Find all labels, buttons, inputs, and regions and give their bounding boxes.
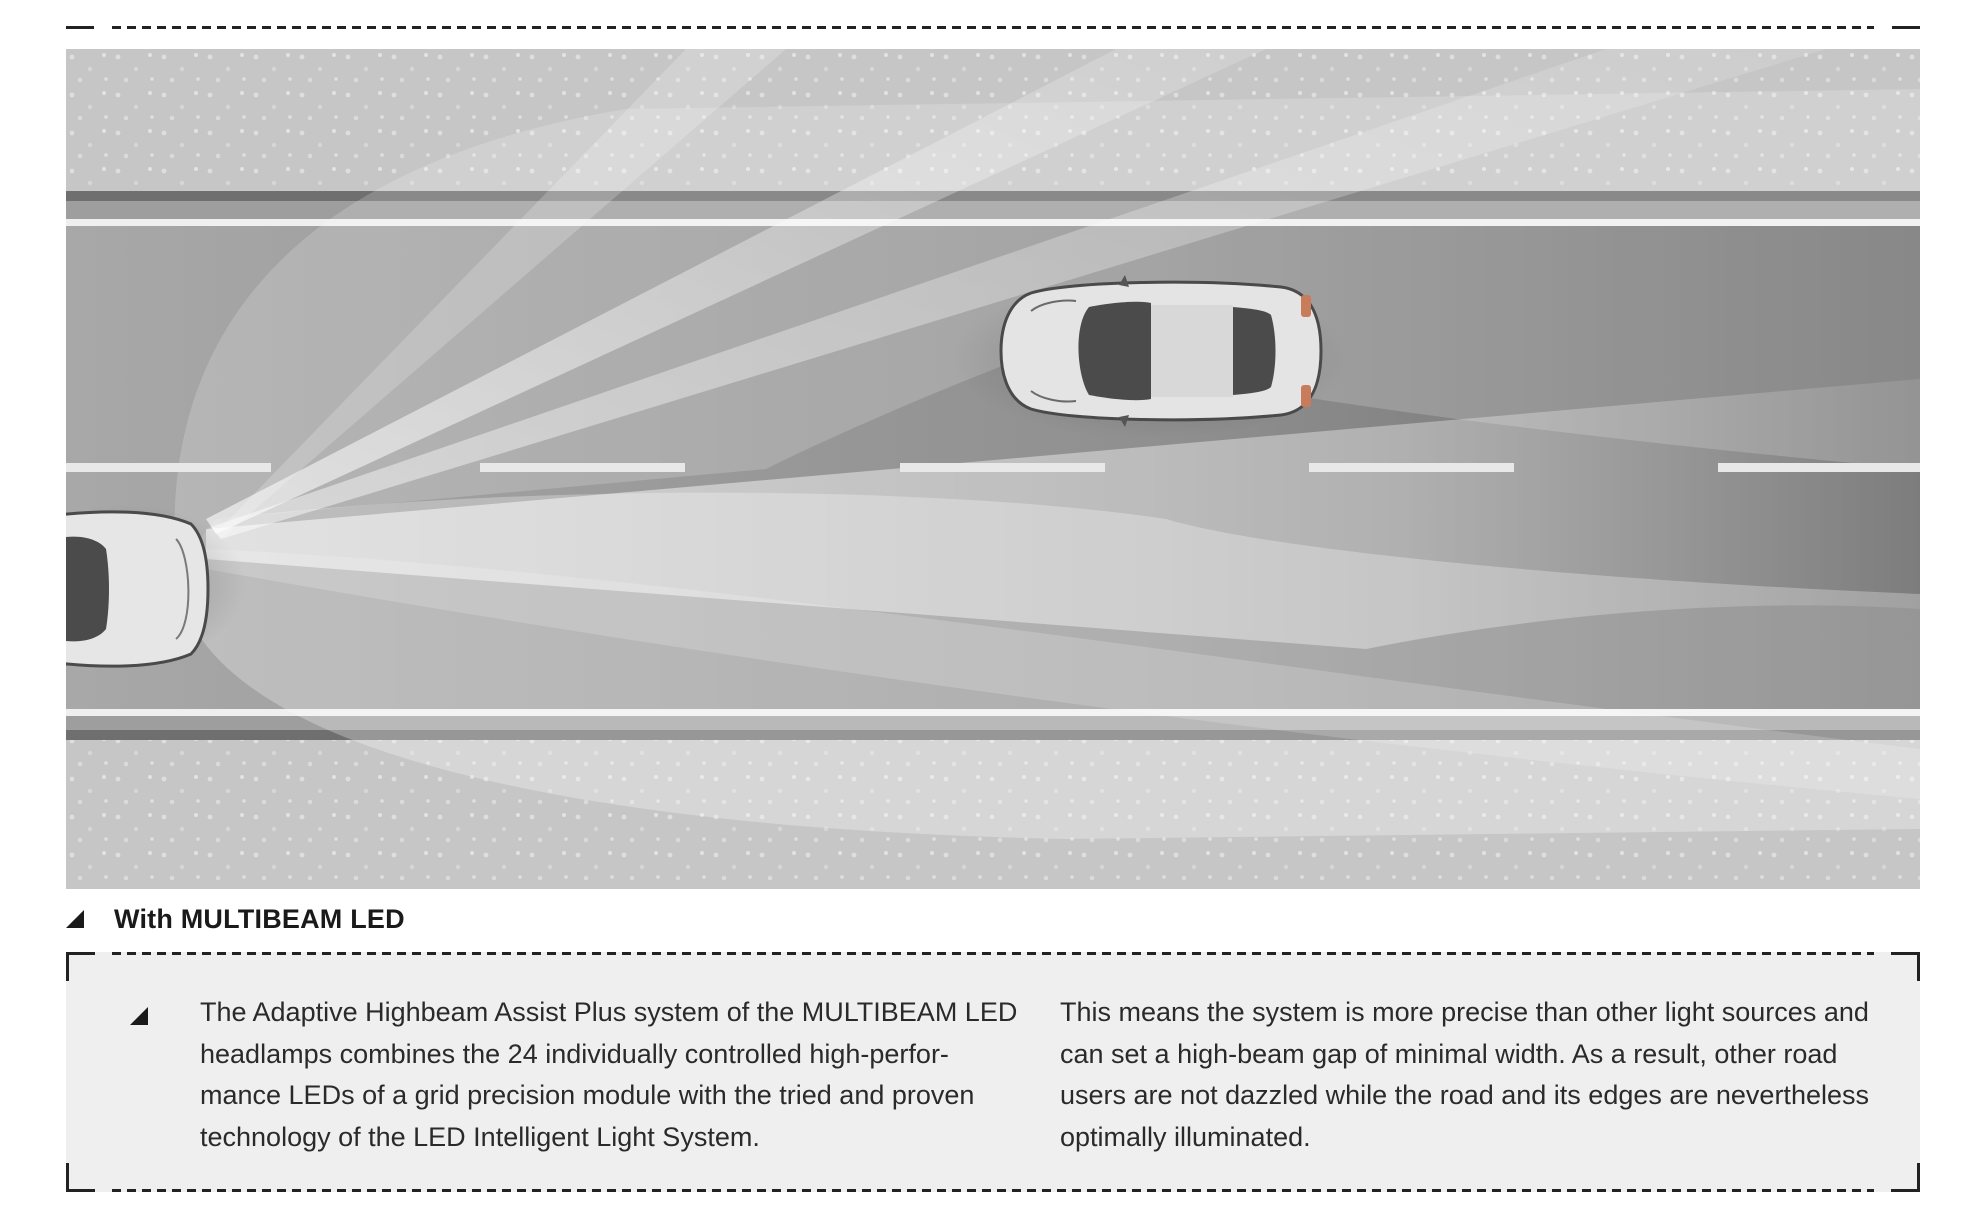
multibeam-illustration (66, 49, 1920, 889)
caption-label: With MULTIBEAM LED (114, 903, 405, 934)
oncoming-car (1001, 275, 1321, 427)
description-panel (66, 952, 1920, 1192)
description-right: This means the system is more precise than other light sources and can set a high-beam gap of minimal width. As a result, other road users are not dazzled while the road and its edges are nevertheless optimally illuminated. (1060, 997, 1869, 1152)
top-dashed-rule (66, 26, 1920, 29)
caption-triangle-icon (66, 910, 84, 928)
description-left: The Adaptive Highbeam Assist Plus system of the MULTIBEAM LED headlamps combines the 24 individually controlled high-perfor-mance LEDs of a grid precision module with the tried and proven technology of the LED Intelligent Light System. (200, 997, 1018, 1152)
bullet-triangle-icon (130, 1007, 148, 1025)
figure-caption (66, 902, 405, 936)
